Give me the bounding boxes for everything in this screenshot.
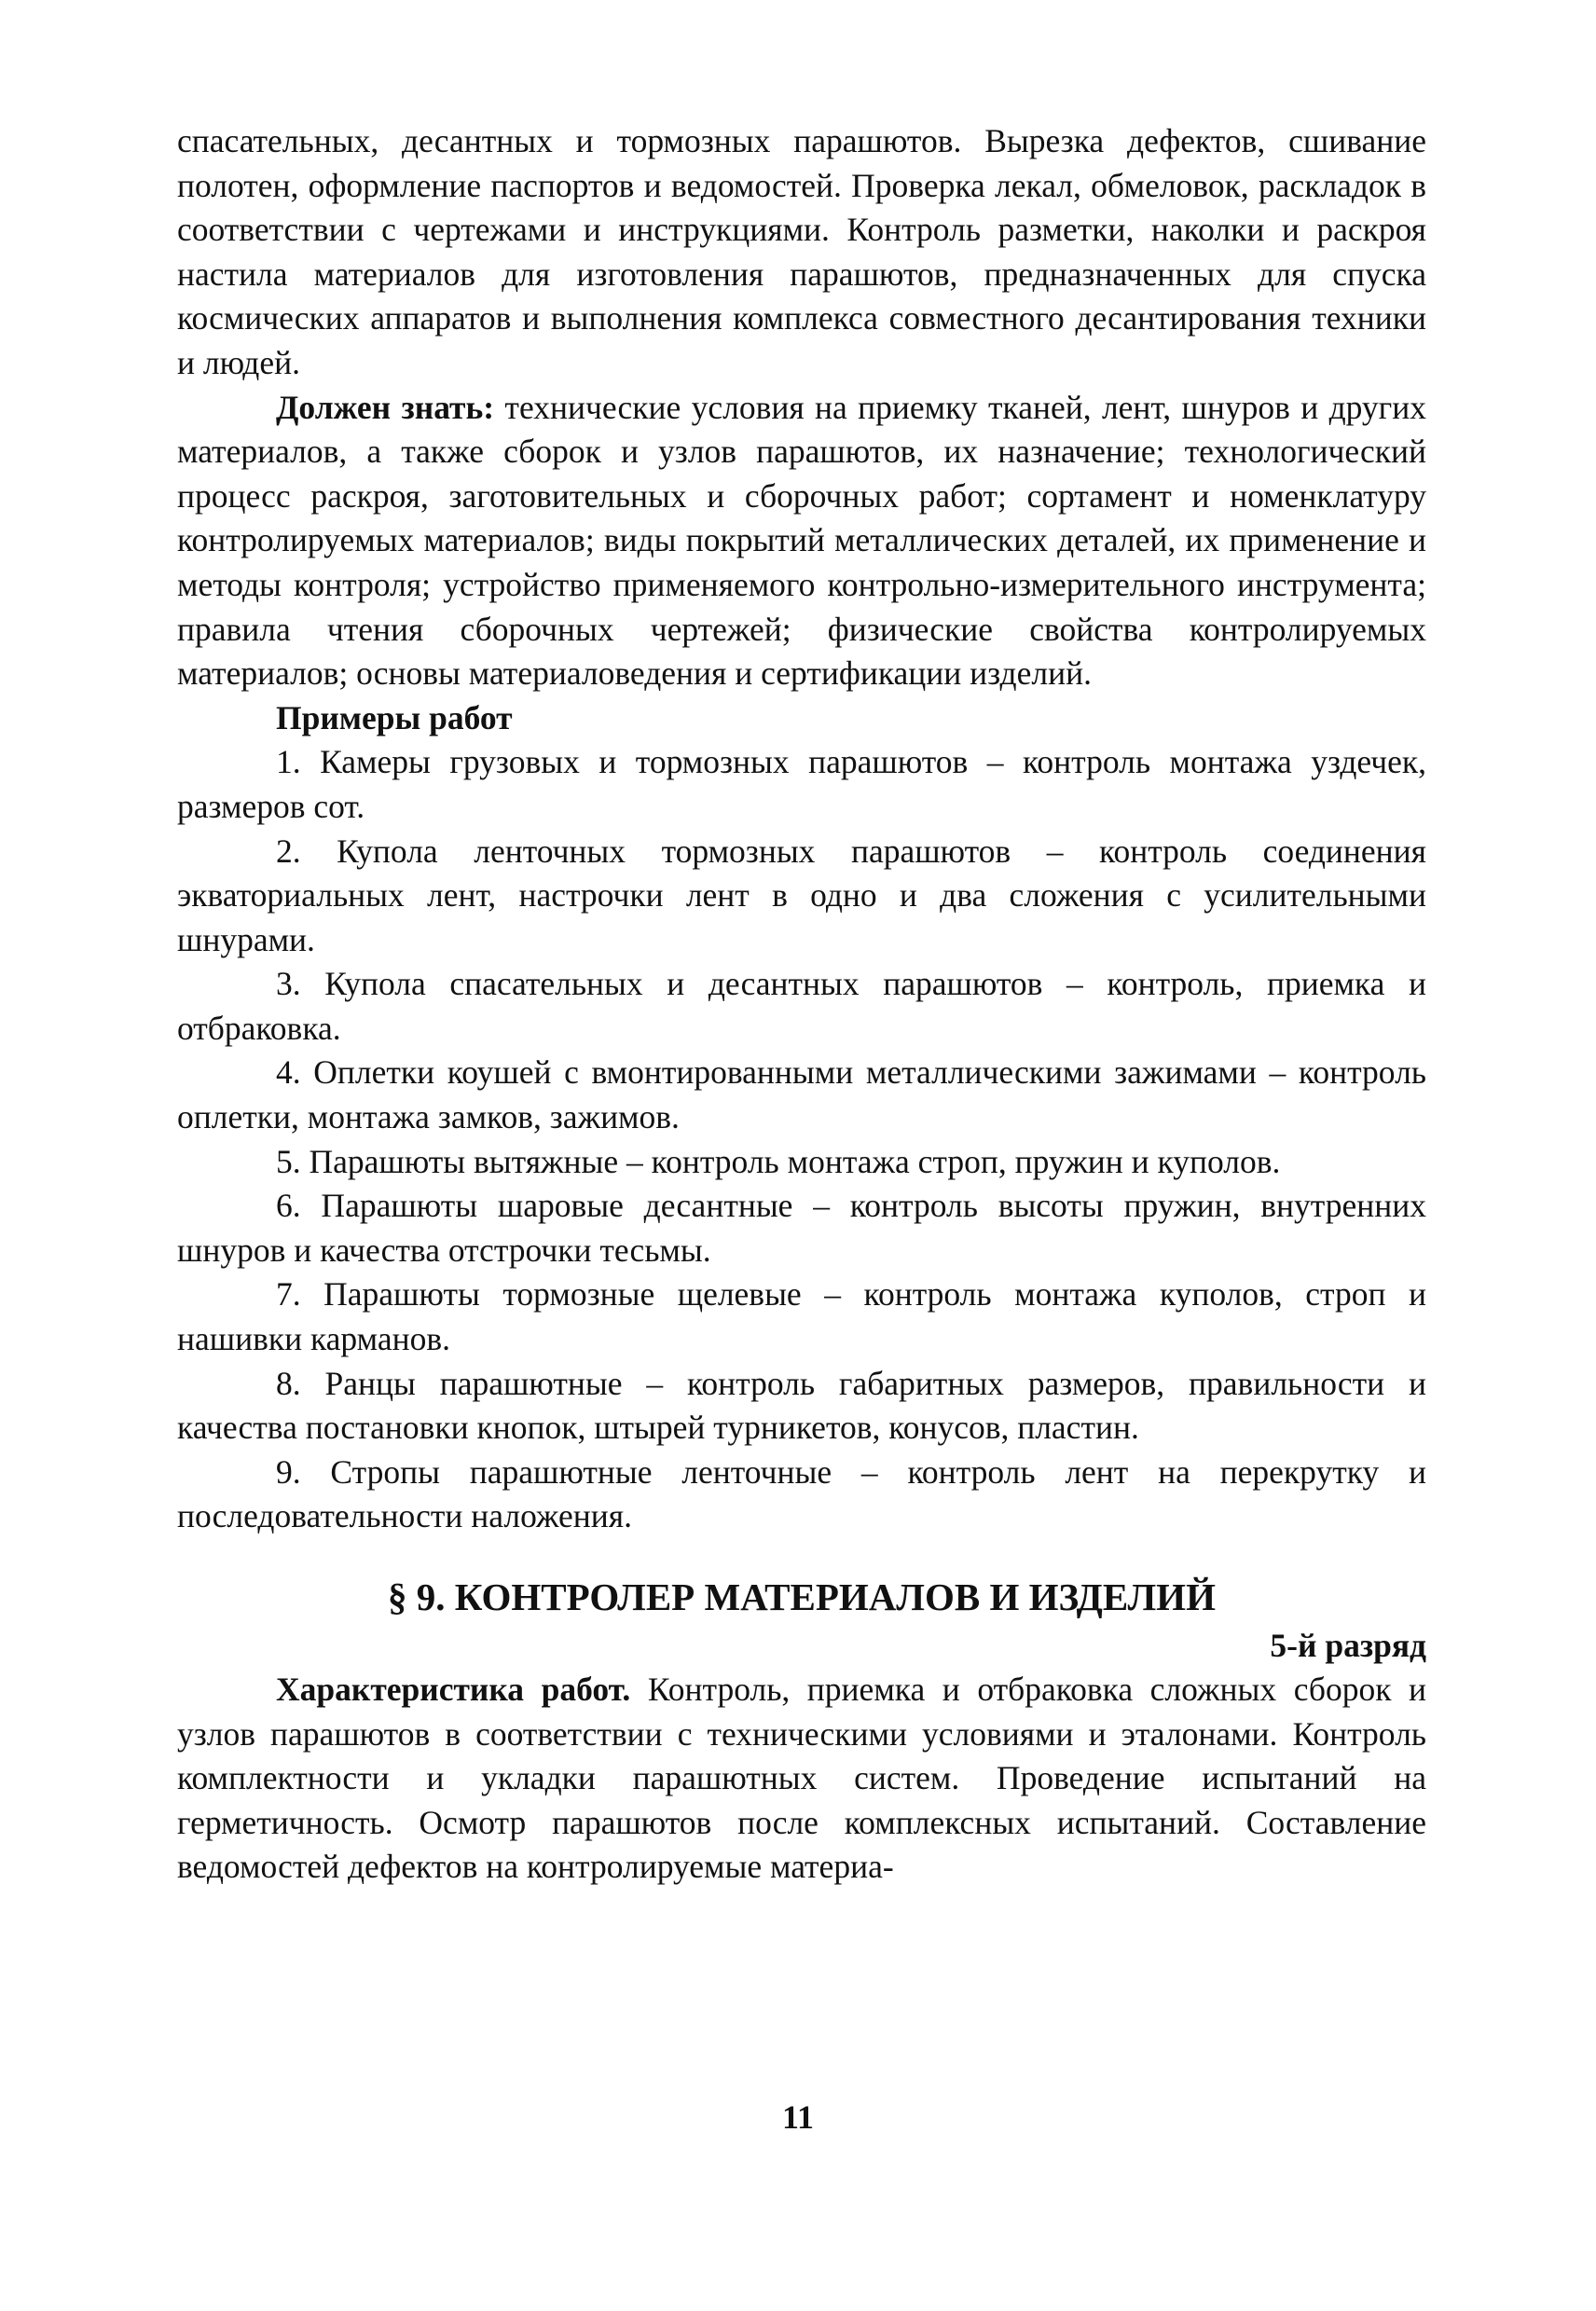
section-title: § 9. КОНТРОЛЕР МАТЕРИАЛОВ И ИЗДЕЛИЙ — [388, 1575, 1216, 1618]
example-item: 6. Парашюты шаровые десантные – контроль высоты пружин, внутренних шнуров и качества отстрочки тесьмы. — [177, 1187, 1426, 1269]
example-item: 8. Ранцы парашютные – контроль габаритных размеров, правильности и качества постановки кнопок, штырей турникетов, конусов, пластин. — [177, 1364, 1426, 1447]
example-item: 7. Парашюты тормозные щелевые – контроль монтажа куполов, строп и нашивки карманов. — [177, 1275, 1426, 1358]
grade-label: 5-й разряд — [1270, 1627, 1426, 1664]
characteristics-text: Контроль, приемка и отбраковка сложных сборок и узлов парашютов в соответствии с техническими условиями и эталонами. Контроль комплектности и укладки парашютных систем. Проведение испытаний на герметичность. Осмотр парашютов после комплексных испытаний. Составление ведомостей дефектов на контролируемые материа- — [177, 1671, 1426, 1886]
example-item: 2. Купола ленточных тормозных парашютов – контроль соединения экваториальных лент, настрочки лент в одно и два сложения с усилительными шнурами. — [177, 832, 1426, 958]
must-know-label: Должен знать: — [276, 388, 495, 426]
example-item: 1. Камеры грузовых и тормозных парашютов – контроль монтажа уздечек, размеров сот. — [177, 743, 1426, 825]
characteristics-label: Характеристика работ. — [276, 1671, 631, 1708]
example-item: 9. Стропы парашютные ленточные – контроль лент на перекрутку и последовательности наложения. — [177, 1452, 1426, 1535]
continuation-paragraph: спасательных, десантных и тормозных парашютов. Вырезка дефектов, сшивание полотен, оформление паспортов и ведомостей. Проверка лекал, обмеловок, раскладок в соответствии с чертежами и инструкциями. Контроль разметки, наколки и раскроя настила материалов для изготовления парашютов, предназначенных для спуска космических аппаратов и выполнения комплекса совместного десантирования техники и людей. — [177, 122, 1426, 381]
example-item: 5. Парашюты вытяжные – контроль монтажа строп, пружин и куполов. — [276, 1142, 1281, 1180]
examples-heading: Примеры работ — [276, 698, 513, 736]
must-know-text: технические условия на приемку тканей, лент, шнуров и других материалов, а также сборок и узлов парашютов, их назначение; технологический процесс раскроя, заготовительных и сборочных работ; сортамент и номенклатуру контролируемых материалов; виды покрытий металлических деталей, их применение и методы контроля; устройство применяемого контрольно-измерительного инструмента; правила чтения сборочных чертежей; физические свойства контролируемых материалов; основы материаловедения и сертификации изделий. — [177, 388, 1426, 693]
characteristics-paragraph — [177, 1668, 1426, 1890]
page-number: 11 — [781, 2098, 814, 2136]
must-know-paragraph — [177, 386, 1426, 696]
example-item: 3. Купола спасательных и десантных парашютов – контроль, приемка и отбраковка. — [177, 965, 1426, 1047]
body-text — [177, 119, 1426, 1890]
example-item: 4. Оплетки коушей с вмонтированными металлическими зажимами – контроль оплетки, монтажа замков, зажимов. — [177, 1053, 1426, 1136]
